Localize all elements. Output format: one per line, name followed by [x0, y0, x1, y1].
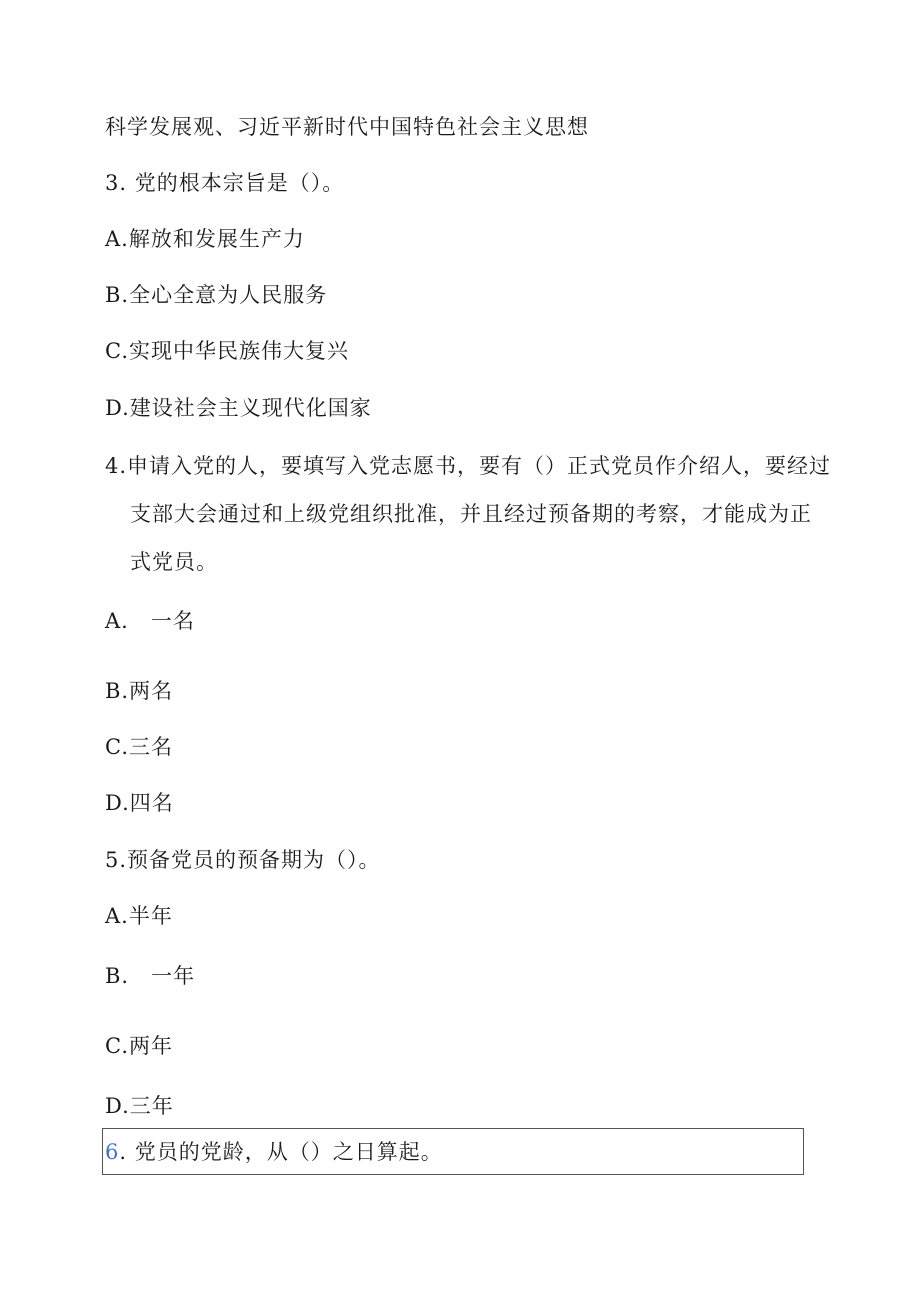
question-4-option-c: C.三名 [105, 735, 173, 759]
question-6-text: . 党员的党龄，从（）之日算起。 [119, 1140, 443, 1164]
question-5-option-a: A.半年 [105, 904, 173, 928]
question-4-line-3: 式党员。 [130, 550, 218, 574]
question-3-option-c: C.实现中华民族伟大复兴 [105, 339, 349, 363]
option-label: A. [105, 609, 129, 633]
question-5-option-b [105, 962, 195, 990]
question-3-option-a: A.解放和发展生产力 [105, 227, 305, 251]
option-label: B. [105, 964, 130, 988]
question-4-option-d: D.四名 [105, 791, 174, 815]
question-3-option-b: B.全心全意为人民服务 [105, 283, 328, 307]
question-6-box [102, 1128, 804, 1175]
question-4-option-a [105, 607, 195, 635]
question-3: 3. 党的根本宗旨是（）。 [105, 171, 345, 195]
question-5-option-d: D.三年 [105, 1094, 174, 1118]
question-5: 5.预备党员的预备期为（）。 [105, 848, 381, 872]
text-line-guiding-thought: 科学发展观、习近平新时代中国特色社会主义思想 [105, 115, 589, 139]
option-text: 一年 [151, 964, 196, 988]
question-4-option-b: B.两名 [105, 679, 174, 703]
question-4-line-1: 4.申请入党的人，要填写入党志愿书，要有（）正式党员作介绍人，要经过 [105, 454, 832, 478]
question-6 [105, 1138, 443, 1166]
question-3-option-d: D.建设社会主义现代化国家 [105, 396, 372, 420]
question-4-line-2: 支部大会通过和上级党组织批准，并且经过预备期的考察，才能成为正 [130, 502, 812, 526]
question-6-number: 6 [105, 1140, 120, 1164]
option-text: 一名 [150, 609, 195, 633]
question-5-option-c: C.两年 [105, 1034, 173, 1058]
